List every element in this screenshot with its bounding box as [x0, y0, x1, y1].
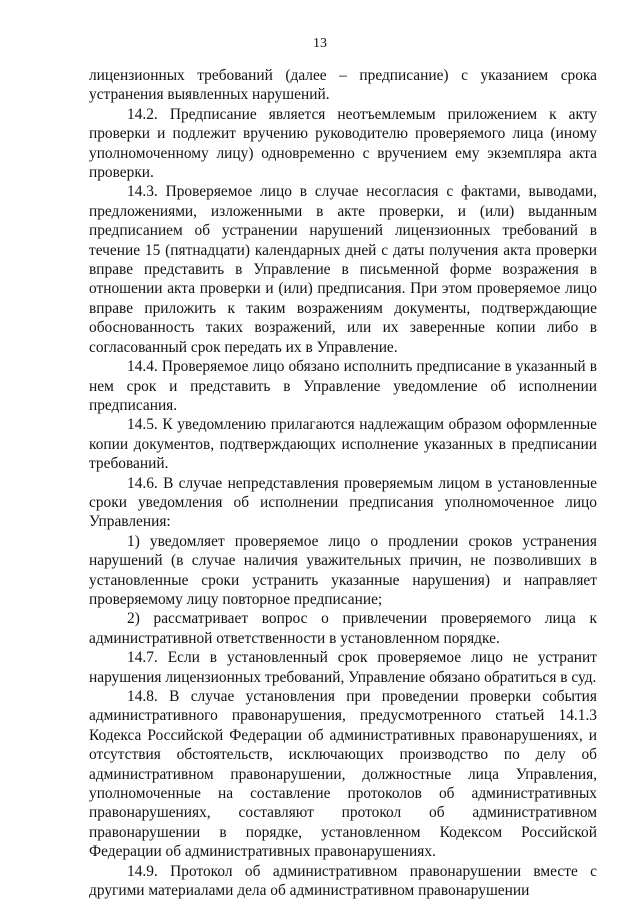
paragraph-14-6: 14.6. В случае непредставления проверяемым лицом в установленные сроки уведомления об исполнении предписания уполномоченное лицо Управления: [89, 474, 597, 531]
paragraph-14-2: 14.2. Предписание является неотъемлемым приложением к акту проверки и подлежит вручению руководителю проверяемого лица (иному уполномоченному лицу) одновременно с вручением ему экземпляра акта проверки. [89, 105, 597, 182]
document-body [89, 66, 597, 900]
paragraph-14-8: 14.8. В случае установления при проведении проверки события административного правонарушения, предусмотренного статьей 14.1.3 Кодекса Российской Федерации об административных правонарушениях, и отсутствия обстоятельств, исключающих производство по делу об административном правонарушении, должностные лица Управления, уполномоченные на составление протоколов об административных правонарушениях, составляют протокол об административном правонарушении в порядке, установленном Кодексом Российской Федерации об административных правонарушениях. [89, 688, 597, 861]
page-number: 13 [313, 36, 327, 51]
list-item-1: 1) уведомляет проверяемое лицо о продлении сроков устранения нарушений (в случае наличия уважительных причин, не позволивших в установленные сроки устранить указанные нарушения) и направляет проверяемому лицу повторное предписание; [89, 532, 597, 608]
paragraph-14-9: 14.9. Протокол об административном правонарушении вместе с другими материалами дела об административном правонарушении [89, 862, 597, 900]
list-item-2: 2) рассматривает вопрос о привлечении проверяемого лица к административной ответственности в установленном порядке. [89, 610, 597, 647]
paragraph-14-7: 14.7. Если в установленный срок проверяемое лицо не устранит нарушения лицензионных требований, Управление обязано обратиться в суд. [89, 649, 597, 686]
paragraph-14-3: 14.3. Проверяемое лицо в случае несогласия с фактами, выводами, предложениями, изложенными в акте проверки, и (или) выданным предписанием об устранении нарушений лицензионных требований в течение 15 (пятнадцати) календарных дней с даты получения акта проверки вправе представить в Управление в письменной форме возражения в отношении акта проверки и (или) предписания. При этом проверяемое лицо вправе приложить к таким возражениям документы, подтверждающие обоснованность таких возражений, или их заверенные копии либо в согласованный срок передать их в Управление. [89, 183, 597, 356]
paragraph-14-4: 14.4. Проверяемое лицо обязано исполнить предписание в указанный в нем срок и представить в Управление уведомление об исполнении предписания. [89, 358, 597, 414]
paragraph-continuation: лицензионных требований (далее – предписание) с указанием срока устранения выявленных нарушений. [89, 67, 597, 104]
paragraph-14-5: 14.5. К уведомлению прилагаются надлежащим образом оформленные копии документов, подтверждающих исполнение указанных в предписании требований. [89, 416, 597, 473]
